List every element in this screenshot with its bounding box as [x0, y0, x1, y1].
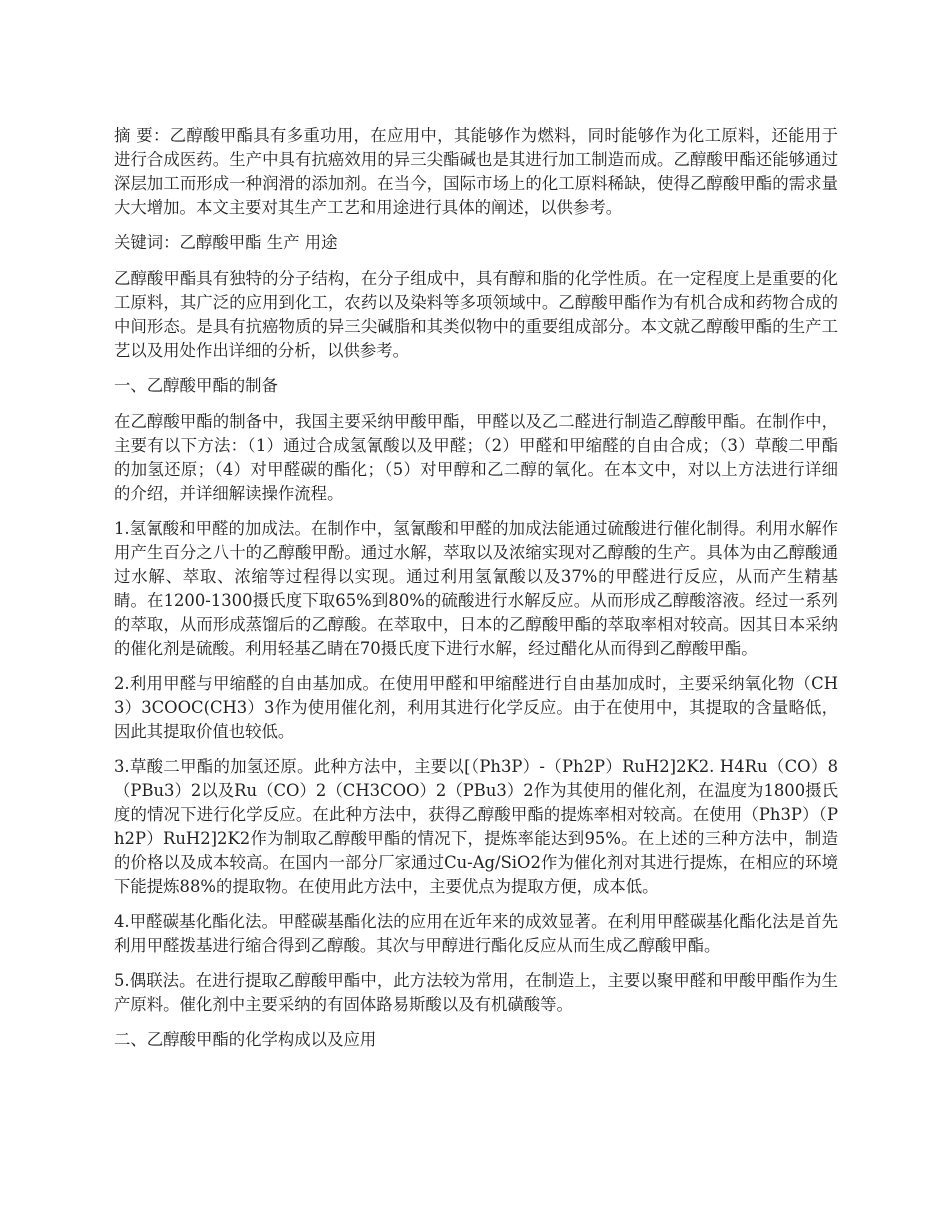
- abstract-paragraph: 摘 要：乙醇酸甲酯具有多重功用，在应用中，其能够作为燃料，同时能够作为化工原料，还能用于进行合成医药。生产中具有抗癌效用的异三尖酯碱也是其进行加工制造而成。乙醇酸甲酯还能够通过深层加工而形成一种润滑的添加剂。在当今，国际市场上的化工原料稀缺，使得乙醇酸甲酯的需求量大大增加。本文主要对其生产工艺和用途进行具体的阐述，以供参考。: [114, 126, 838, 217]
- method-2-paragraph: 2.利用甲醛与甲缩醛的自由基加成。在使用甲醛和甲缩醛进行自由基加成时，主要采纳氧化物（CH3）3COOC(CH3）3作为使用催化剂，利用其进行化学反应。由于在使用中，其提取的含量略低，因此其提取价值也较低。: [114, 674, 838, 741]
- intro-paragraph: 乙醇酸甲酯具有独特的分子结构，在分子组成中，具有醇和脂的化学性质。在一定程度上是重要的化工原料，其广泛的应用到化工，农药以及染料等多项领域中。乙醇酸甲酯作为有机合成和药物合成的中间形态。是具有抗癌物质的异三尖碱脂和其类似物中的重要组成部分。本文就乙醇酸甲酯的生产工艺以及用处作出详细的分析，以供参考。: [114, 269, 838, 360]
- document-body: [114, 124, 838, 1064]
- keywords-line: 关键词：乙醇酸甲酯 生产 用途: [114, 233, 338, 252]
- method-4-paragraph: 4.甲醛碳基化酯化法。甲醛碳基酯化法的应用在近年来的成效显著。在利用甲醛碳基化酯化法是首先利用甲醛拨基进行缩合得到乙醇酸。其次与甲醇进行酯化反应从而生成乙醇酸甲酯。: [114, 912, 838, 955]
- section-heading-preparation: 一、乙醇酸甲酯的制备: [114, 376, 278, 395]
- method-5-paragraph: 5.偶联法。在进行提取乙醇酸甲酯中，此方法较为常用，在制造上，主要以聚甲醛和甲酸甲酯作为生产原料。催化剂中主要采纳的有固体路易斯酸以及有机磺酸等。: [114, 971, 838, 1014]
- method-3-paragraph: 3.草酸二甲酯的加氢还原。此种方法中，主要以[（Ph3P）-（Ph2P）RuH2]2K2. H4Ru（CO）8（PBu3）2以及Ru（CO）2（CH3COO）2（PBu3）2作为其使用的催化剂，在温度为1800摄氏度的情况下进行化学反应。在此种方法中，获得乙醇酸甲酯的提炼率相对较高。在使用（Ph3P）（Ph2P）RuH2]2K2作为制取乙醇酸甲酯的情况下，提炼率能达到95%。在上述的三种方法中，制造的价格以及成本较高。在国内一部分厂家通过Cu-Ag/SiO2作为催化剂对其进行提炼，在相应的环境下能提炼88%的提取物。在使用此方法中，主要优点为提取方便，成本低。: [114, 757, 838, 896]
- preparation-intro-paragraph: 在乙醇酸甲酯的制备中，我国主要采纳甲酸甲酯，甲醛以及乙二醛进行制造乙醇酸甲酯。在制作中，主要有以下方法：（1）通过合成氢氰酸以及甲醛；（2）甲醛和甲缩醛的自由合成；（3）草酸二甲酯的加氢还原；（4）对甲醛碳的酯化；（5）对甲醇和乙二醇的氧化。在本文中，对以上方法进行详细的介绍，并详细解读操作流程。: [114, 412, 838, 503]
- section-heading-composition: 二、乙醇酸甲酯的化学构成以及应用: [114, 1030, 377, 1049]
- method-1-paragraph: 1.氢氰酸和甲醛的加成法。在制作中，氢氰酸和甲醛的加成法能通过硫酸进行催化制得。利用水解作用产生百分之八十的乙醇酸甲酚。通过水解，萃取以及浓缩实现对乙醇酸的生产。具体为由乙醇酸通过水解、萃取、浓缩等过程得以实现。通过利用氢氰酸以及37%的甲醛进行反应，从而产生精基睛。在1200-1300摄氏度下取65%到80%的硫酸进行水解反应。从而形成乙醇酸溶液。经过一系列的萃取，从而形成蒸馏后的乙醇酸。在萃取中，日本的乙醇酸甲酯的萃取率相对较高。因其日本采纳的催化剂是硫酸。利用轻基乙睛在70摄氏度下进行水解，经过醋化从而得到乙醇酸甲酯。: [114, 519, 838, 658]
